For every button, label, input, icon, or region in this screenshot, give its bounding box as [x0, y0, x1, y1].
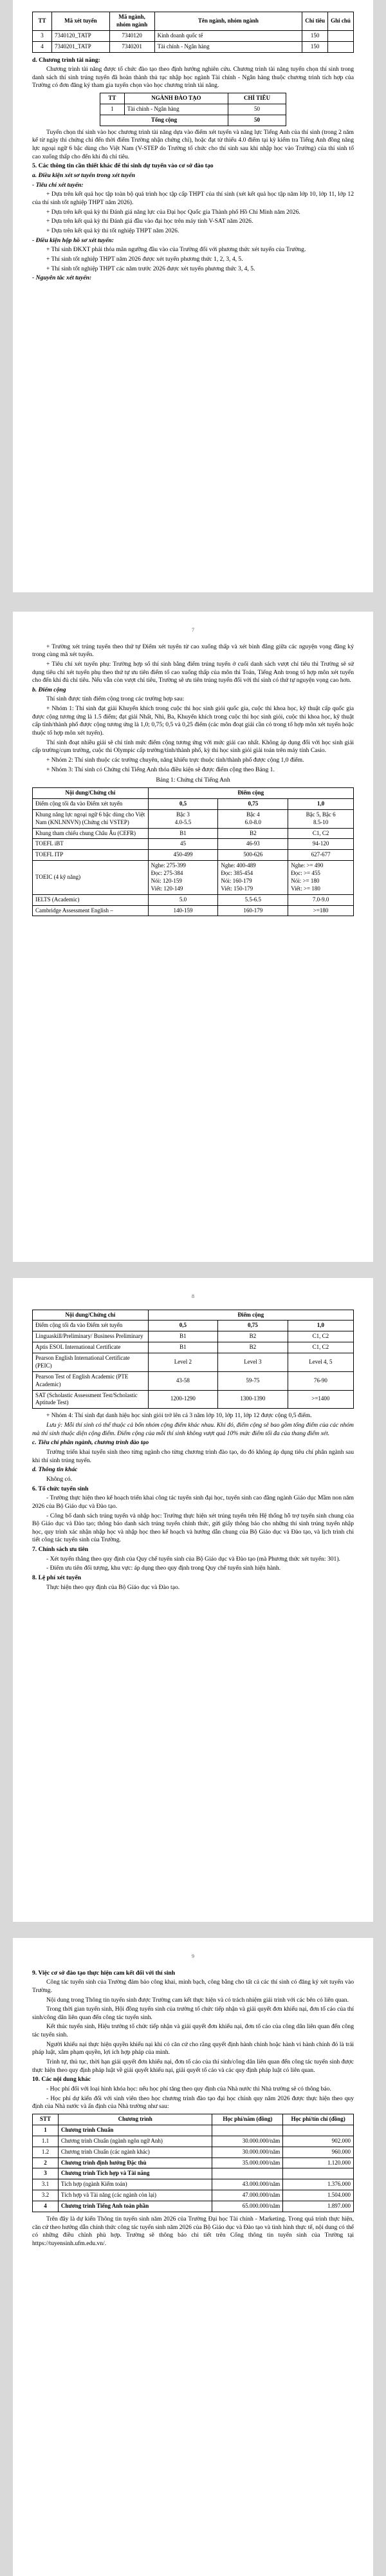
- list-item: + Thí sinh tốt nghiệp THPT năm 2026 được xét tuyển phương thức 1, 2, 3, 4, 5.: [46, 255, 243, 263]
- table-cell: Tích hợp và Tài năng (các ngành còn lại): [58, 2190, 212, 2201]
- table-row: [33, 1342, 354, 1353]
- table-cell: B1: [148, 1342, 218, 1353]
- table-cell: B2: [218, 828, 288, 839]
- table-cell: Chương trình Tiếng Anh toàn phần: [58, 2201, 212, 2212]
- table-header-row: [100, 93, 286, 104]
- table-cell: 50: [228, 104, 286, 115]
- section-heading: 10. Các nội dung khác: [32, 2076, 91, 2083]
- col-header: Điểm cộng: [148, 1310, 353, 1321]
- table-cell: TOEFL ITP: [33, 850, 149, 861]
- document-page-1: [13, 0, 373, 592]
- table-cell: 450-499: [148, 850, 218, 861]
- table-cell: Cambridge Assessment English –: [33, 905, 149, 916]
- col-header: TT: [33, 12, 52, 31]
- table-row: [33, 2125, 354, 2136]
- table-row: [33, 1371, 354, 1390]
- paragraph: + Tiêu chí xét tuyển phụ: Trường hợp số thí sinh bằng điểm trúng tuyển ở cuối danh sách vượt chỉ tiêu thì Trường sẽ sử dụng tiêu chí xét tuyển phụ theo thứ tự ưu tiên điểm tổ cao xuống thấp của môn thi Toán, Tiếng Anh trong tổ hợp môn xét tuyển cho đến khi đủ chỉ tiêu. Nếu vẫn còn vượt chỉ tiêu, Trường sẽ ưu tiên trúng tuyển đối với thí sinh có thứ tự nguyện vọng cao hơn.: [32, 660, 354, 684]
- table-cell: Kinh doanh quốc tế: [154, 30, 302, 41]
- table-cell: Chương trình định hướng Đặc thù: [58, 2158, 212, 2168]
- col-header: Điểm cộng: [148, 788, 353, 799]
- col-header: NGÀNH ĐÀO TẠO: [124, 93, 228, 104]
- table-cell: 4: [33, 2201, 59, 2212]
- col-header: Ghi chú: [328, 12, 354, 31]
- table-header-row: [33, 12, 354, 31]
- table-row: [33, 839, 354, 850]
- list-item: + Dựa trên kết quả kỳ thi tốt nghiệp THPT năm 2026.: [46, 227, 179, 234]
- table-cell: 1.2: [33, 2147, 59, 2158]
- col-header: Nội dung/Chứng chỉ: [33, 1310, 149, 1321]
- table-row: [33, 798, 354, 809]
- table-cell: 3.1: [33, 2179, 59, 2190]
- table-row: [33, 2179, 354, 2190]
- paragraph: Nội dung trong Thông tin tuyển sinh được Trường cam kết thực hiện và có trách nhiệm giải trình với các bên có liên quan.: [46, 1996, 349, 2004]
- table-cell: Tài chính - Ngân hàng: [154, 41, 302, 52]
- table-cell: 1.504.000: [283, 2190, 354, 2201]
- table-cell: Bậc 3 4.0-5.5: [148, 809, 218, 828]
- table-cell: 35.000.000/năm: [212, 2158, 283, 2168]
- table-row: [33, 894, 354, 905]
- paragraph: Công tác tuyển sinh của Trường đảm bảo công khai, minh bạch, công bằng cho tất cả các thí sinh có đăng ký xét tuyển vào Trường.: [32, 1979, 354, 1994]
- table-row: [33, 2158, 354, 2168]
- table-cell: IELTS (Academic): [33, 894, 149, 905]
- table-cell: 50: [228, 115, 286, 126]
- col-header: Tên ngành, nhóm ngành: [154, 12, 302, 31]
- table-cell: 902.000: [283, 2136, 354, 2147]
- table-row: [100, 104, 286, 115]
- table-cell: [328, 41, 354, 52]
- table-cell: >=180: [288, 905, 354, 916]
- table-row: [33, 2147, 354, 2158]
- table-cell: Tài chính - Ngân hàng: [124, 104, 228, 115]
- table-cell: C1, C2: [288, 1331, 353, 1342]
- table-cell: 1.897.000: [283, 2201, 354, 2212]
- table-cell: Tổng cộng: [100, 115, 228, 126]
- table-caption: Bảng 1: Chứng chỉ Tiếng Anh: [156, 776, 230, 784]
- table-cell: Bậc 5, Bậc 6 8.5-10: [288, 809, 354, 828]
- table-cell: 7340120_TATP: [51, 30, 109, 41]
- table-cell: [283, 2168, 354, 2179]
- table-cell: 1300-1390: [218, 1390, 288, 1409]
- table-row: [33, 30, 354, 41]
- table-row: [33, 1331, 354, 1342]
- col-header: Nội dung/Chứng chỉ: [33, 788, 149, 799]
- section-heading: 7. Chính sách ưu tiên: [32, 1546, 89, 1554]
- table-cell: 150: [302, 41, 328, 52]
- page-number: 8: [192, 1293, 194, 1299]
- section-heading: 9. Việc cơ sở đào tạo thực hiện cam kết đối với thí sinh: [32, 1969, 176, 1977]
- table-cell: 960.000: [283, 2147, 354, 2158]
- table-cell: 43-58: [148, 1371, 218, 1390]
- table-row: [33, 809, 354, 828]
- col-header: Chương trình: [58, 2114, 212, 2125]
- table-cell: 1,0: [288, 798, 354, 809]
- col-header: STT: [33, 2114, 59, 2125]
- paragraph: + Nhóm 1: Thí sinh đạt giải Khuyến khích trong cuộc thi học sinh giỏi quốc gia, cuộc thi khoa học, kỹ thuật cấp quốc gia được cộng tương ứng là 1.5 điểm; đạt giải Nhất, Nhì, Ba, Khuyến khích trong cuộc thi học sinh giỏi, cuộc thi khoa học, kỹ thuật cấp tỉnh/thành phố được cộng tương ứng là 1,0; 0,75; 0,5 và 0,25 điểm (các môn đoạt giải cần có trong tổ hợp môn xét tuyển hoặc thuộc tổ hợp môn xét tuyển).: [32, 705, 354, 737]
- table-cell: C1, C2: [288, 1342, 353, 1353]
- table-row: [33, 2136, 354, 2147]
- table-cell: Chương trình Chuẩn (các ngành khác): [58, 2147, 212, 2158]
- table-cell: 4: [33, 41, 52, 52]
- table-row: [33, 1390, 354, 1409]
- col-header: Học phí/năm (đồng): [212, 2114, 283, 2125]
- list-item: + Dựa trên kết quả học tập toàn bộ quá trình học tập cấp THPT của thí sinh (xét kết quả học tập năm lớp 10, lớp 11, lớp 12 của thí sinh tốt nghiệp THPT năm 2026).: [32, 191, 354, 206]
- subsection-heading: a. Điều kiện xét sơ tuyển trong xét tuyển: [32, 172, 135, 180]
- section-heading: 5. Các thông tin cần thiết khác để thí sinh dự tuyển vào cơ sở đào tạo: [32, 162, 214, 170]
- table-cell: 1,0: [288, 1321, 353, 1331]
- subsection-heading: c. Tiêu chí phân ngành, chương trình đào tạo: [32, 1439, 149, 1447]
- col-header: CHỈ TIÊU: [228, 93, 286, 104]
- table-cell: >=1400: [288, 1390, 353, 1409]
- table-header-row: [33, 788, 354, 799]
- table-cell: 30.000.000/năm: [212, 2147, 283, 2158]
- paragraph: Thí sinh được tính điểm cộng trong các trường hợp sau:: [46, 695, 185, 703]
- paragraph: Chương trình tài năng được tổ chức đào tạo theo định hướng nghiên cứu. Chương trình tài năng tuyển chọn thí sinh trong danh sách thí sinh trúng tuyển đã hoàn thành thủ tục nhập học ngành Tài chính - Ngân hàng thuộc chương trình tích hợp của Trường có đơn đăng ký tham gia tuyển chọn vào học chương trình tài năng.: [32, 66, 354, 89]
- paragraph: Trong thời gian tuyển sinh, Hội đồng tuyển sinh của trường tổ chức tiếp nhận và giải quyết đơn khiếu nại, đơn tố cáo của thí sinh/công dân liên quan đến công tác tuyển sinh.: [32, 2006, 354, 2021]
- table-row: [33, 850, 354, 861]
- col-header: Mã xét tuyển: [51, 12, 109, 31]
- paragraph: Thực hiện theo quy định của Bộ Giáo dục và Đào tạo.: [46, 1583, 180, 1591]
- list-heading: - Điều kiện hộp hồ sơ xét tuyển:: [32, 236, 114, 244]
- table-cell: [283, 2125, 354, 2136]
- table-header-row: [33, 2114, 354, 2125]
- table-cell: TOEIC (4 kỹ năng): [33, 861, 149, 895]
- paragraph: Kết thúc tuyển sinh, Hiệu trưởng tổ chức tiếp nhận và giải quyết đơn khiếu nại, đơn tố cáo của công dân liên quan đến công tác tuyển sinh.: [32, 2023, 354, 2039]
- list-item: + Dựa trên kết quả kỳ thi Đánh giá đầu vào đại học trên máy tính V-SAT năm 2026.: [46, 218, 253, 225]
- table-header-row: [33, 1310, 354, 1321]
- table-cell: Bậc 4 6.0-8.0: [218, 809, 288, 828]
- table-cell: Điểm cộng tối đa vào Điểm xét tuyển: [33, 798, 149, 809]
- table-cell: Linguaskill/Preliminary/ Business Preliminary: [33, 1331, 149, 1342]
- table-row: [33, 2190, 354, 2201]
- paragraph: + Nhóm 4: Thí sinh đạt danh hiệu học sinh giỏi trở lên cả 3 năm lớp 10, lớp 11, lớp 12 được cộng 0,5 điểm.: [46, 1412, 312, 1420]
- table-cell: 1: [33, 2125, 59, 2136]
- table-cell: 627-677: [288, 850, 354, 861]
- table-cell: 1.1: [33, 2136, 59, 2147]
- table-cell: 46-93: [218, 839, 288, 850]
- table-cell: Nghe: 275-399 Đọc: 275-384 Nói: 120-159 Viết: 120-149: [148, 861, 218, 895]
- paragraph: - Học phí đối với loại hình khóa học: nếu học phí tăng theo quy định của Nhà nước thì Nhà trường sẽ có thông báo.: [46, 2085, 331, 2093]
- note-paragraph: Lưu ý: Mỗi thí sinh có thể thuộc cả bốn nhóm cộng điểm khác nhau. Khi đó, điểm cộng sẽ bao gồm tổng điểm của các nhóm mà thí sinh thuộc diện cộng điểm. Điểm cộng của mỗi thí sinh không vượt quá 10% mức điểm tối đa của thang điểm xét.: [32, 1421, 354, 1437]
- table-cell: Pearson Test of English Academic (PTE Academic): [33, 1371, 149, 1390]
- paragraph: Trình tự, thủ tục, thời hạn giải quyết đơn khiếu nại, đơn tố cáo của thí sinh/công dân liên quan đến công tác tuyển sinh được thực hiện theo quy định pháp luật về giải quyết khiếu nại, giải quyết tố cáo và các quy định pháp luật có liên quan.: [32, 2058, 354, 2074]
- paragraph: Tuyển chọn thí sinh vào học chương trình tài năng dựa vào điểm xét tuyển và năng lực Tiếng Anh của thí sinh (trong 2 năm kể từ ngày thi chứng chỉ đến thời điểm Trường nhận chứng chỉ), hoặc đạt từ thiểu 4.0 điểm tại kỳ kiểm tra Tiếng Anh đồng năng lực ngoại ngữ 6 bậc dùng cho Việt Nam (V-STEP do Trường tổ chức cho thí sinh sau khi nhập học vào Trường) của thí sinh tổ cao xuống thấp cho đến khi đủ chỉ tiêu.: [32, 128, 354, 160]
- table-cell: 3.2: [33, 2190, 59, 2201]
- paragraph: Trường triển khai tuyển sinh theo từng ngành cho từng chương trình đào tạo, do đó không áp dụng tiêu chí phân ngành sau khi thí sinh trúng tuyển.: [32, 1448, 354, 1464]
- section-heading: d. Chương trình tài năng:: [32, 56, 100, 64]
- table-cell: Khung năng lực ngoại ngữ 6 bậc dùng cho Việt Nam (KNLNNVN) (Chứng chỉ VSTEP): [33, 809, 149, 828]
- table-cell: 45: [148, 839, 218, 850]
- table-cell: B1: [148, 828, 218, 839]
- paragraph: Người khiếu nại thực hiện quyền khiếu nại khi có căn cứ cho rằng quyết định hành chính hoặc hành vi hành chính đó là trái pháp luật, xâm phạm quyền, lợi ích hợp pháp của mình.: [32, 2040, 354, 2056]
- paragraph: - Học phí dự kiến đối với sinh viên theo học chương trình đào tạo đại học chính quy năm 2026 được thực hiện theo quy định của Nhà nước và ấn định của Nhà trường như sau:: [32, 2094, 354, 2111]
- table-cell: Level 2: [148, 1353, 218, 1372]
- table-cell: 0,75: [218, 798, 288, 809]
- table-cell: 7340201: [109, 41, 154, 52]
- table-row: [33, 828, 354, 839]
- col-header: TT: [100, 93, 125, 104]
- subsection-heading: d. Thông tin khác: [32, 1466, 78, 1474]
- table-row: [33, 1321, 354, 1331]
- table-cell: SAT (Scholastic Assessment Test/Scholastic Aptitude Test): [33, 1390, 149, 1409]
- list-item: + Thí sinh ĐKXT phải thỏa mãn ngưỡng đầu vào của Trường đối với phương thức xét tuyển của Trường.: [46, 246, 306, 254]
- paragraph: - Trường thực hiện theo kế hoạch triển khai công tác tuyển sinh đại học, tuyển sinh cao đẳng ngành Giáo dục Mầm non năm 2026 của Bộ Giáo dục và Đào tạo.: [32, 1494, 354, 1510]
- section-heading: 6. Tổ chức tuyển sinh: [32, 1485, 89, 1492]
- page-number: 7: [192, 627, 194, 633]
- table-cell: 7340201_TATP: [51, 41, 109, 52]
- table-row: [33, 41, 354, 52]
- program-quota-table: [32, 12, 354, 53]
- table-row: [33, 2168, 354, 2179]
- table-cell: Chương trình Chuẩn: [58, 2125, 212, 2136]
- page-number: 9: [192, 1953, 194, 1959]
- table-cell: 94-120: [288, 839, 354, 850]
- list-item: + Dựa trên kết quả kỳ thi Đánh giá năng lực của Đại học Quốc gia Thành phố Hồ Chí Minh năm 2026.: [46, 208, 300, 216]
- table-cell: 0,75: [218, 1321, 288, 1331]
- table-row: [33, 1353, 354, 1372]
- table-cell: Nghe: 400-489 Đọc: 385-454 Nói: 160-179 Viết: 150-179: [218, 861, 288, 895]
- table-cell: B2: [218, 1331, 288, 1342]
- table-cell: [212, 2168, 283, 2179]
- table-total-row: [100, 115, 286, 126]
- table-row: [33, 2201, 354, 2212]
- table-cell: 47.000.000/năm: [212, 2190, 283, 2201]
- table-cell: 5.0: [148, 894, 218, 905]
- paragraph: + Nhóm 3: Thí sinh có Chứng chỉ Tiếng Anh thỏa điều kiện sẽ được điểm cộng theo Bảng 1.: [46, 766, 275, 773]
- english-certificate-table-continued: [32, 1310, 354, 1409]
- table-cell: 59-75: [218, 1371, 288, 1390]
- table-cell: 140-159: [148, 905, 218, 916]
- table-cell: 7340120: [109, 30, 154, 41]
- table-cell: 500-626: [218, 850, 288, 861]
- col-header: Chỉ tiêu: [302, 12, 328, 31]
- table-cell: 1200-1290: [148, 1390, 218, 1409]
- table-cell: B2: [218, 1342, 288, 1353]
- table-cell: 160-179: [218, 905, 288, 916]
- paragraph: Thí sinh đoạt nhiều giải sẽ chỉ tính mức điểm cộng tương ứng với mức giải cao nhất. Không áp dụng đối với học sinh giải cấp trường/cụm trường, cuộc thi Olympic cấp trường/tỉnh/thành phố, kỳ thi học sinh giỏi giải toán trên máy tính Casio.: [32, 738, 354, 755]
- list-heading: - Tiêu chí xét tuyển:: [32, 181, 84, 189]
- col-header: Mã ngành, nhóm ngành: [109, 12, 154, 31]
- paragraph: Trên đây là dự kiến Thông tin tuyển sinh năm 2026 của Trường Đại học Tài chính - Marketing. Trong quá trình thực hiện, căn cứ theo hướng dẫn chính thức công tác tuyển sinh năm 2026 của Bộ Giáo dục và Đào tạo và tình hình thực tế, nội dung có thể có những điều chỉnh phù hợp. Trường sẽ thông báo chi tiết trên Cổng thông tin tuyển sinh của Trường tại https://tuyensinh.ufm.edu.vn/.: [32, 2215, 354, 2247]
- table-cell: 1.376.000: [283, 2179, 354, 2190]
- table-cell: 2: [33, 2158, 59, 2168]
- table-cell: [328, 30, 354, 41]
- table-row: [33, 905, 354, 916]
- table-cell: Pearson English International Certificate (PEIC): [33, 1353, 149, 1372]
- paragraph: + Trường xét trúng tuyển theo thứ tự Điểm xét tuyển từ cao xuống thấp và xét bình đẳng giữa các nguyện vọng đăng ký trong cùng mã xét tuyển.: [32, 643, 354, 659]
- table-cell: Level 4, 5: [288, 1353, 353, 1372]
- table-cell: B1: [148, 1331, 218, 1342]
- english-certificate-table: [32, 787, 354, 916]
- table-cell: Aptis ESOL International Certificate: [33, 1342, 149, 1353]
- table-cell: [212, 2125, 283, 2136]
- tuition-fee-table: [32, 2114, 354, 2212]
- table-cell: TOEFL iBT: [33, 839, 149, 850]
- list-heading: - Nguyên tắc xét tuyển:: [32, 274, 92, 282]
- table-cell: Level 3: [218, 1353, 288, 1372]
- table-cell: Tích hợp (ngành Kiểm toán): [58, 2179, 212, 2190]
- talent-program-table: [100, 93, 286, 126]
- table-cell: 0,5: [148, 798, 218, 809]
- document-page-4: [13, 1938, 373, 2576]
- document-page-2: [13, 612, 373, 1262]
- paragraph: - Xét tuyển thẳng theo quy định của Quy chế tuyển sinh của Bộ Giáo dục và Đào tạo (mà Phương thức xét tuyển: 301).: [46, 1555, 340, 1563]
- section-heading: 8. Lệ phí xét tuyển: [32, 1574, 81, 1582]
- table-cell: 5.5-6.5: [218, 894, 288, 905]
- paragraph: - Công bố danh sách trúng tuyển và nhập học: Trường thực hiện xét trúng tuyển trên Hệ thống hỗ trợ tuyển sinh chung của Bộ Giáo dục và Đào tạo; thông báo danh sách trúng tuyển chính thức, gửi giấy thông báo cho những thí sinh trúng tuyển nhập học, quy trình xác nhận nhập học và nhập học theo kế hoạch và hướng dẫn chung của Bộ Giáo dục và Đào tạo, và lịch trình chi tiết công tác tuyển sinh của Trường.: [32, 1512, 354, 1544]
- list-item: + Thí sinh tốt nghiệp THPT các năm trước 2026 được xét tuyển phương thức 3, 4, 5.: [46, 265, 255, 272]
- table-cell: Chương trình Tích hợp và Tài năng: [58, 2168, 212, 2179]
- table-cell: 3: [33, 2168, 59, 2179]
- paragraph: + Nhóm 2: Thí sinh thuộc các trường chuyên, năng khiếu trực thuộc tỉnh/thành phố được cộng 1,0 điểm.: [46, 757, 304, 764]
- table-cell: 43.000.000/năm: [212, 2179, 283, 2190]
- table-cell: Khung tham chiếu chung Châu Âu (CEFR): [33, 828, 149, 839]
- table-cell: 1: [100, 104, 125, 115]
- table-cell: Điểm cộng tối đa vào Điểm xét tuyển: [33, 1321, 149, 1331]
- table-cell: 150: [302, 30, 328, 41]
- table-cell: Chương trình Chuẩn (ngành ngôn ngữ Anh): [58, 2136, 212, 2147]
- table-cell: Nghe: >= 490 Đọc: >= 455 Nói: >= 180 Viết: >= 180: [288, 861, 354, 895]
- table-cell: 0,5: [148, 1321, 218, 1331]
- paragraph: - Điểm ưu tiên đối tượng, khu vực: áp dụng theo quy định trong Quy chế tuyển sinh hiện hành.: [46, 1565, 281, 1572]
- table-cell: 76-90: [288, 1371, 353, 1390]
- table-cell: 30.000.000/năm: [212, 2136, 283, 2147]
- table-row: [33, 861, 354, 895]
- table-cell: 65.000.000/năm: [212, 2201, 283, 2212]
- paragraph: Không có.: [46, 1475, 72, 1483]
- table-cell: 1.120.000: [283, 2158, 354, 2168]
- table-cell: C1, C2: [288, 828, 354, 839]
- subsection-heading: b. Điểm cộng: [32, 686, 66, 693]
- col-header: Học phí/tín chỉ (đồng): [283, 2114, 354, 2125]
- table-cell: 7.0-9.0: [288, 894, 354, 905]
- document-page-3: [13, 1278, 373, 1922]
- table-cell: 3: [33, 30, 52, 41]
